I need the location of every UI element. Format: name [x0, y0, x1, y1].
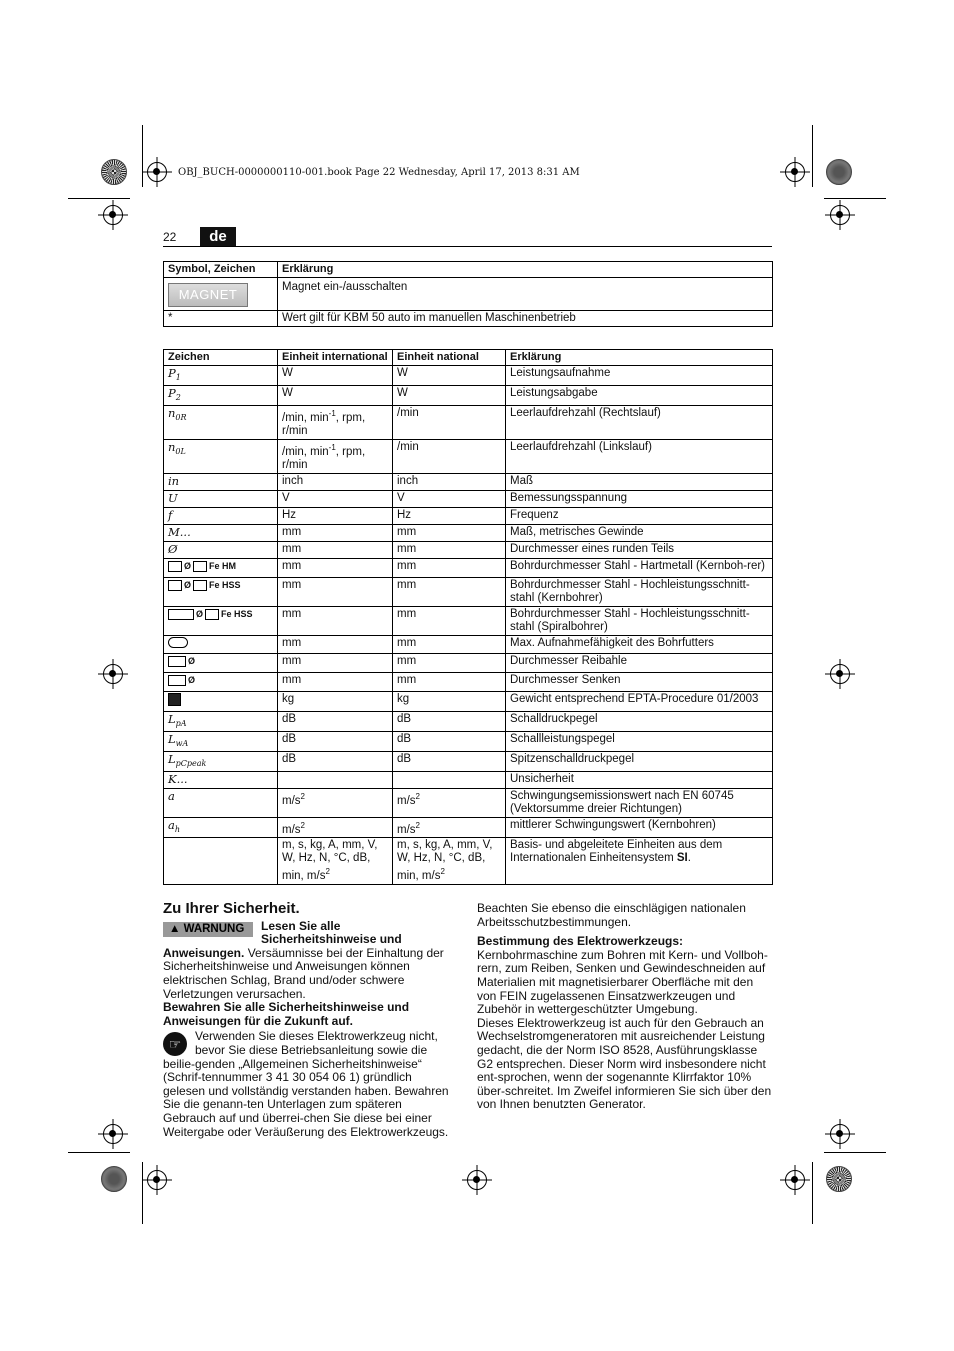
table-row: [164, 558, 773, 577]
safety-section: [163, 902, 456, 1139]
symbol: K...: [168, 771, 188, 786]
table-row: [164, 406, 773, 440]
column-header: Symbol, Zeichen: [164, 262, 278, 278]
unit-international-cell: mm: [278, 653, 393, 672]
crosshair-icon: [830, 1124, 850, 1144]
unit-national-cell: mm: [393, 672, 506, 691]
paragraph: Beachten Sie ebenso die einschlägigen nationalen Arbeitsschutzbestimmungen.: [477, 901, 746, 929]
paragraph: Kernbohrmaschine zum Bohren mit Kern- und Vollboh-rern, zum Reiben, Senken und Gewindeschneiden auf Materialien mit magnetisierbarer Oberfläche mit den von FEIN zugelassenen Einsatzwerkzeugen und Zubehör in wettergeschützter Umgebung.: [477, 947, 768, 1017]
explanation-cell: Spitzenschalldruckpegel: [506, 751, 773, 771]
explanation-cell: Maß, metrisches Gewinde: [506, 524, 773, 541]
symbol-subscript: pCpeak: [175, 758, 207, 768]
keep-instructions-text: Bewahren Sie alle Sicherheitshinweise und Anweisungen für die Zukunft auf.: [163, 1000, 410, 1028]
table-row: [164, 711, 773, 731]
unit-international-cell: mm: [278, 541, 393, 558]
unit-national-cell: mm: [393, 653, 506, 672]
symbol-cell: [164, 507, 278, 524]
crosshair-icon: [147, 162, 167, 182]
table-row: [164, 731, 773, 751]
unit-international-cell: dB: [278, 751, 393, 771]
unit-international-cell: inch: [278, 473, 393, 490]
symbol: n: [168, 439, 176, 454]
table-cell: Wert gilt für KBM 50 auto im manuellen Maschinenbetrieb: [278, 311, 773, 327]
unit-international-cell: mm: [278, 524, 393, 541]
crosshair-icon: [103, 664, 123, 684]
warning-text: Versäumnisse bei der Einhaltung der Sicherheitshinweise und Anweisungen können elektrischen Schlag, Brand und/oder schwere Verletzungen verursachen.: [163, 945, 444, 1001]
explanation-cell: Frequenz: [506, 507, 773, 524]
unit-national-cell: mm: [393, 541, 506, 558]
page-number: 22: [163, 230, 177, 244]
explanation-cell: Leerlaufdrehzahl (Linkslauf): [506, 439, 773, 473]
weight-icon: [168, 693, 181, 706]
crosshair-icon: [103, 205, 123, 225]
symbol-cell: [164, 366, 278, 386]
unit-international-cell: mm: [278, 672, 393, 691]
explanation-cell: Gewicht entsprechend EPTA-Procedure 01/2003: [506, 691, 773, 711]
unit-national-cell: $m/s^2$: [393, 817, 506, 838]
table-row: [164, 311, 773, 327]
si-abbr: SI: [673, 852, 688, 865]
table-row: [164, 653, 773, 672]
table-header-row: [164, 262, 773, 278]
symbol-subscript: h: [174, 824, 181, 834]
symbol: Ø: [168, 541, 178, 556]
symbol-cell: [164, 490, 278, 507]
symbol: P: [168, 366, 176, 380]
table-row: [164, 386, 773, 406]
explanation-cell: Bohrdurchmesser Stahl - Hochleistungsschnitt-stahl (Kernbohrer): [506, 577, 773, 606]
crosshair-icon: [103, 1124, 123, 1144]
unit-international-cell: V: [278, 490, 393, 507]
explanation-cell: Schalldruckpegel: [506, 711, 773, 731]
table-cell: *: [164, 311, 278, 327]
unit-national-cell: mm: [393, 635, 506, 653]
symbol-cell: [164, 386, 278, 406]
table-cell: Magnet ein-/ausschalten: [278, 278, 773, 311]
column-header: Erklärung: [506, 350, 773, 366]
crosshair-icon: [147, 1170, 167, 1190]
table-row: [164, 524, 773, 541]
core-drill-hss-icon: Ø Fe HSS: [168, 579, 241, 592]
table-row: [164, 473, 773, 490]
explanation-cell: Basis- und abgeleitete Einheiten aus dem Internationalen Einheitensystem SI.: [506, 838, 773, 885]
unit-national-cell: V: [393, 490, 506, 507]
crosshair-icon: [785, 1170, 805, 1190]
unit-national-cell: dB: [393, 731, 506, 751]
symbol-cell: [164, 541, 278, 558]
unit-international-cell: /min, $\min^{-1}$, rpm, r/min: [278, 439, 393, 473]
paragraph: Dieses Elektrowerkzeug ist auch für den Gebrauch an Wechselstromgeneratoren mit ausreichender Leistung gedacht, die der Norm ISO 8528, Ausführungsklasse G2 entsprechen. Dieser Norm wird insbesondere nicht ent-sprochen, wenn der sogenannte Klirrfaktor 10% über-schreitet. Im Zweifel informieren Sie sich über den von Ihnen benutzten Generator.: [477, 1015, 772, 1112]
core-drill-hm-icon: Ø Fe HM: [168, 560, 236, 573]
unit-national-cell: kg: [393, 691, 506, 711]
crosshair-icon: [467, 1170, 487, 1190]
symbol-cell: [164, 731, 278, 751]
unit-national-cell: mm: [393, 524, 506, 541]
unit-international-cell: [278, 771, 393, 788]
language-badge: de: [200, 227, 236, 246]
explanation-cell: Schwingungsemissionswert nach EN 60745 (Vektorsumme dreier Richtungen): [506, 788, 773, 817]
unit-international-cell: mm: [278, 635, 393, 653]
read-manual-icon: ☞: [163, 1032, 187, 1056]
countersink-icon: Ø: [168, 674, 195, 687]
symbol-cell: [164, 838, 278, 885]
table-row: [164, 507, 773, 524]
unit-international-cell: dB: [278, 731, 393, 751]
table-row: [164, 771, 773, 788]
unit-international-cell: $m/s^2$: [278, 817, 393, 838]
table-row: [164, 490, 773, 507]
manual-text: Verwenden Sie dieses Elektrowerkzeug nicht, bevor Sie diese Betriebsanleitung sowie die beilie-genden „Allgemeinen Sicherheitshinweise“ (Schrif-tennummer 3 41 30 054 06 1) gründlich gelesen und vollständig verstanden haben. Bewahren Sie die genann-ten Unterlagen zum späteren Gebrauch auf und überrei-chen Sie diese bei einer Weitergabe oder Veräußerung des Elektrowerkzeugs.: [163, 1029, 449, 1139]
column-header: Einheit national: [393, 350, 506, 366]
explanation-cell: Bohrdurchmesser Stahl - Hochleistungsschnitt-stahl (Spiralbohrer): [506, 606, 773, 635]
symbol-subscript: wA: [175, 738, 189, 748]
symbol: L: [168, 731, 176, 746]
symbol-cell: [164, 524, 278, 541]
registration-target-icon: [101, 159, 127, 185]
table-row: [164, 577, 773, 606]
unit-national-cell: dB: [393, 751, 506, 771]
symbol-table: [163, 261, 773, 327]
symbol: n: [168, 406, 176, 420]
symbol-cell: [164, 577, 278, 606]
column-header: Einheit international: [278, 350, 393, 366]
unit-national-cell: Hz: [393, 507, 506, 524]
unit-international-cell: kg: [278, 691, 393, 711]
explanation-cell: Durchmesser Senken: [506, 672, 773, 691]
table-row: [164, 635, 773, 653]
registration-target-icon: [101, 1166, 127, 1192]
explanation-cell: Max. Aufnahmefähigkeit des Bohrfutters: [506, 635, 773, 653]
table-row: [164, 838, 773, 885]
symbol-cell: [164, 751, 278, 771]
symbol-cell: [164, 473, 278, 490]
unit-national-cell: [393, 771, 506, 788]
table-row: [164, 751, 773, 771]
table-row: [164, 439, 773, 473]
symbol-subscript: 0R: [175, 413, 187, 422]
symbol-cell: [164, 771, 278, 788]
column-header: Zeichen: [164, 350, 278, 366]
table-row: [164, 788, 773, 817]
warning-icon: ▲: [169, 922, 181, 935]
unit-international-cell: mm: [278, 577, 393, 606]
explanation-cell: Leerlaufdrehzahl (Rechtslauf): [506, 406, 773, 440]
symbol-subscript: 1: [175, 373, 181, 382]
unit-national-cell: m, s, kg, A, mm, V, W, Hz, N, °C, dB, min, $m/s^2$: [393, 838, 506, 885]
symbol-cell: [164, 653, 278, 672]
table-row: [164, 366, 773, 386]
explanation-cell: Bohrdurchmesser Stahl - Hartmetall (Kernboh-rer): [506, 558, 773, 577]
unit-international-cell: dB: [278, 711, 393, 731]
table-row: [164, 541, 773, 558]
symbol: a: [168, 788, 175, 803]
header-rule: [163, 246, 772, 247]
unit-national-cell: W: [393, 386, 506, 406]
unit-national-cell: $m/s^2$: [393, 788, 506, 817]
crosshair-icon: [830, 664, 850, 684]
symbol: a: [168, 817, 175, 832]
explanation-cell: Unsicherheit: [506, 771, 773, 788]
symbol-subscript: 0L: [175, 446, 186, 456]
purpose-section: [477, 902, 773, 1112]
unit-international-cell: m, s, kg, A, mm, V, W, Hz, N, °C, dB, min, $m/s^2$: [278, 838, 393, 885]
table-row: [164, 672, 773, 691]
unit-national-cell: mm: [393, 558, 506, 577]
symbol-subscript: 2: [175, 393, 181, 402]
symbol-cell: [164, 406, 278, 440]
section-title: Zu Ihrer Sicherheit.: [163, 900, 300, 917]
table-row: [164, 817, 773, 838]
symbol: f: [168, 507, 173, 522]
unit-international-cell: /min, $\min^{-1}$, rpm, r/min: [278, 406, 393, 440]
column-header: Erklärung: [278, 262, 773, 278]
symbol-cell: [164, 691, 278, 711]
unit-national-cell: mm: [393, 606, 506, 635]
chuck-icon: [168, 637, 188, 648]
unit-national-cell: /min: [393, 439, 506, 473]
explanation-cell: Durchmesser Reibahle: [506, 653, 773, 672]
unit-international-cell: mm: [278, 606, 393, 635]
file-info-header: OBJ_BUCH-0000000110-001.book Page 22 Wednesday, April 17, 2013 8:31 AM: [178, 167, 580, 178]
explanation-cell: Maß: [506, 473, 773, 490]
symbol-cell: [164, 711, 278, 731]
units-table: [163, 349, 773, 885]
twist-drill-hss-icon: Ø Fe HSS: [168, 608, 253, 621]
explanation-cell: Schallleistungspegel: [506, 731, 773, 751]
symbol-subscript: pA: [175, 718, 187, 728]
magnet-button: MAGNET: [168, 283, 248, 307]
unit-national-cell: dB: [393, 711, 506, 731]
crosshair-icon: [785, 162, 805, 182]
symbol: L: [168, 751, 176, 766]
symbol-cell: [164, 635, 278, 653]
unit-international-cell: mm: [278, 558, 393, 577]
unit-national-cell: mm: [393, 577, 506, 606]
section-heading: Bestimmung des Elektrowerkzeugs:: [477, 934, 684, 949]
explanation-cell: mittlerer Schwingungswert (Kernbohren): [506, 817, 773, 838]
symbol: M...: [168, 524, 191, 539]
crosshair-icon: [830, 205, 850, 225]
symbol-cell: [164, 817, 278, 838]
unit-international-cell: W: [278, 386, 393, 406]
table-header-row: [164, 350, 773, 366]
unit-international-cell: $m/s^2$: [278, 788, 393, 817]
unit-national-cell: /min: [393, 406, 506, 440]
table-row: [164, 606, 773, 635]
symbol-cell: [164, 439, 278, 473]
unit-national-cell: W: [393, 366, 506, 386]
symbol-cell: [164, 558, 278, 577]
table-row: [164, 691, 773, 711]
explanation-cell: Bemessungsspannung: [506, 490, 773, 507]
reamer-icon: Ø: [168, 655, 195, 668]
explanation-cell: Leistungsaufnahme: [506, 366, 773, 386]
symbol-cell: [164, 606, 278, 635]
explanation-cell: Durchmesser eines runden Teils: [506, 541, 773, 558]
table-row: [164, 278, 773, 311]
symbol: L: [168, 711, 176, 726]
registration-target-icon: [826, 1166, 852, 1192]
symbol-cell: [164, 672, 278, 691]
unit-national-cell: inch: [393, 473, 506, 490]
unit-international-cell: Hz: [278, 507, 393, 524]
unit-international-cell: W: [278, 366, 393, 386]
registration-target-icon: [826, 159, 852, 185]
symbol: in: [168, 473, 180, 488]
explanation-cell: Leistungsabgabe: [506, 386, 773, 406]
symbol-cell: [164, 788, 278, 817]
symbol: P: [168, 386, 176, 400]
warning-lead: Lesen Sie alle Sicherheitshinweise und Anweisungen.: [163, 918, 402, 960]
warning-badge: ▲ WARNUNG: [163, 922, 253, 938]
symbol: U: [168, 490, 178, 505]
